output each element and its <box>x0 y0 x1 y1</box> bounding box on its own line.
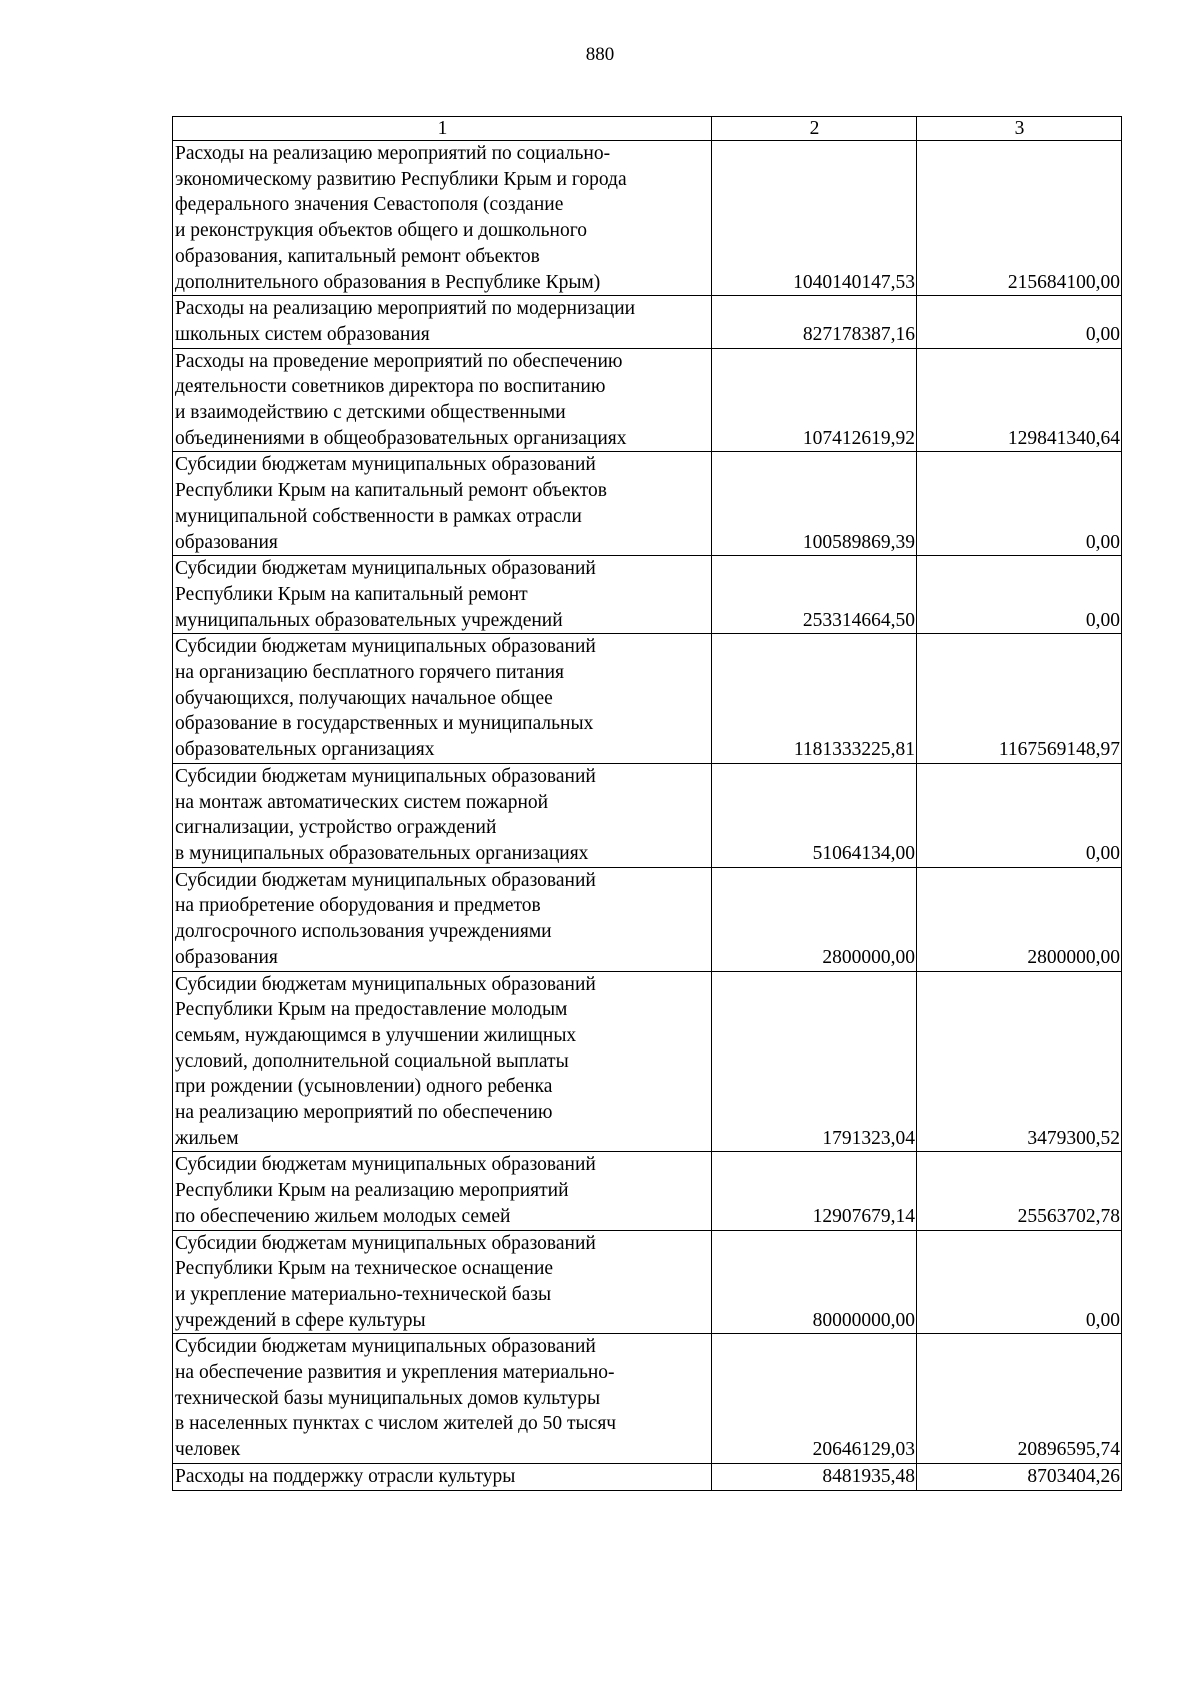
row-value-col2: 100589869,39 <box>712 452 917 556</box>
row-description: Субсидии бюджетам муниципальных образований на монтаж автоматических систем пожарной сигнализации, устройство ограждений в муниципальных образовательных организациях <box>173 763 712 867</box>
row-value-col2: 51064134,00 <box>712 763 917 867</box>
row-description: Субсидии бюджетам муниципальных образований Республики Крым на техническое оснащение и укрепление материально-технической базы учреждений в сфере культуры <box>173 1230 712 1334</box>
table-row <box>173 452 1122 556</box>
row-value-col2: 20646129,03 <box>712 1334 917 1464</box>
row-value-col3: 129841340,64 <box>917 348 1122 452</box>
row-value-col2: 2800000,00 <box>712 867 917 971</box>
row-value-col2: 80000000,00 <box>712 1230 917 1334</box>
row-value-col3: 3479300,52 <box>917 971 1122 1152</box>
table-row <box>173 348 1122 452</box>
table-row <box>173 141 1122 296</box>
table-row <box>173 1334 1122 1464</box>
row-description: Субсидии бюджетам муниципальных образований Республики Крым на капитальный ремонт муниципальных образовательных учреждений <box>173 556 712 634</box>
table-row <box>173 763 1122 867</box>
table-row <box>173 1463 1122 1490</box>
row-value-col3: 25563702,78 <box>917 1152 1122 1230</box>
row-description: Субсидии бюджетам муниципальных образований на приобретение оборудования и предметов долгосрочного использования учреждениями образования <box>173 867 712 971</box>
table-row <box>173 634 1122 764</box>
row-description: Расходы на поддержку отрасли культуры <box>173 1463 712 1490</box>
row-value-col2: 1181333225,81 <box>712 634 917 764</box>
table-row <box>173 867 1122 971</box>
row-value-col3: 215684100,00 <box>917 141 1122 296</box>
row-value-col3: 2800000,00 <box>917 867 1122 971</box>
page-number: 880 <box>585 44 615 65</box>
row-value-col3: 1167569148,97 <box>917 634 1122 764</box>
row-value-col2: 12907679,14 <box>712 1152 917 1230</box>
row-value-col3: 0,00 <box>917 452 1122 556</box>
table-row <box>173 1152 1122 1230</box>
table-row <box>173 296 1122 348</box>
row-value-col3: 0,00 <box>917 296 1122 348</box>
row-value-col2: 253314664,50 <box>712 556 917 634</box>
row-description: Расходы на реализацию мероприятий по модернизации школьных систем образования <box>173 296 712 348</box>
column-header-2: 2 <box>712 117 917 141</box>
table-row <box>173 971 1122 1152</box>
column-header-3: 3 <box>917 117 1122 141</box>
row-description: Расходы на проведение мероприятий по обеспечению деятельности советников директора по воспитанию и взаимодействию с детскими общественными объединениями в общеобразовательных организациях <box>173 348 712 452</box>
budget-table <box>172 116 1122 1491</box>
row-value-col2: 1040140147,53 <box>712 141 917 296</box>
row-value-col2: 107412619,92 <box>712 348 917 452</box>
row-description: Расходы на реализацию мероприятий по социально- экономическому развитию Республики Крым и города федерального значения Севастополя (создание и реконструкция объектов общего и дошкольного образования, капитальный ремонт объектов дополнительного образования в Республике Крым) <box>173 141 712 296</box>
row-description: Субсидии бюджетам муниципальных образований Республики Крым на реализацию мероприятий по обеспечению жильем молодых семей <box>173 1152 712 1230</box>
table-row <box>173 1230 1122 1334</box>
row-value-col3: 0,00 <box>917 763 1122 867</box>
row-description: Субсидии бюджетам муниципальных образований Республики Крым на капитальный ремонт объектов муниципальной собственности в рамках отрасли образования <box>173 452 712 556</box>
row-value-col2: 827178387,16 <box>712 296 917 348</box>
row-value-col2: 8481935,48 <box>712 1463 917 1490</box>
header-row <box>173 117 1122 141</box>
row-value-col3: 0,00 <box>917 1230 1122 1334</box>
column-header-1: 1 <box>173 117 712 141</box>
row-value-col2: 1791323,04 <box>712 971 917 1152</box>
row-value-col3: 0,00 <box>917 556 1122 634</box>
row-value-col3: 8703404,26 <box>917 1463 1122 1490</box>
row-description: Субсидии бюджетам муниципальных образований Республики Крым на предоставление молодым семьям, нуждающимся в улучшении жилищных условий, дополнительной социальной выплаты при рождении (усыновлении) одного ребенка на реализацию мероприятий по обеспечению жильем <box>173 971 712 1152</box>
table-row <box>173 556 1122 634</box>
row-value-col3: 20896595,74 <box>917 1334 1122 1464</box>
row-description: Субсидии бюджетам муниципальных образований на обеспечение развития и укрепления материально- технической базы муниципальных домов культуры в населенных пунктах с числом жителей до 50 тысяч человек <box>173 1334 712 1464</box>
row-description: Субсидии бюджетам муниципальных образований на организацию бесплатного горячего питания обучающихся, получающих начальное общее образование в государственных и муниципальных образовательных организациях <box>173 634 712 764</box>
